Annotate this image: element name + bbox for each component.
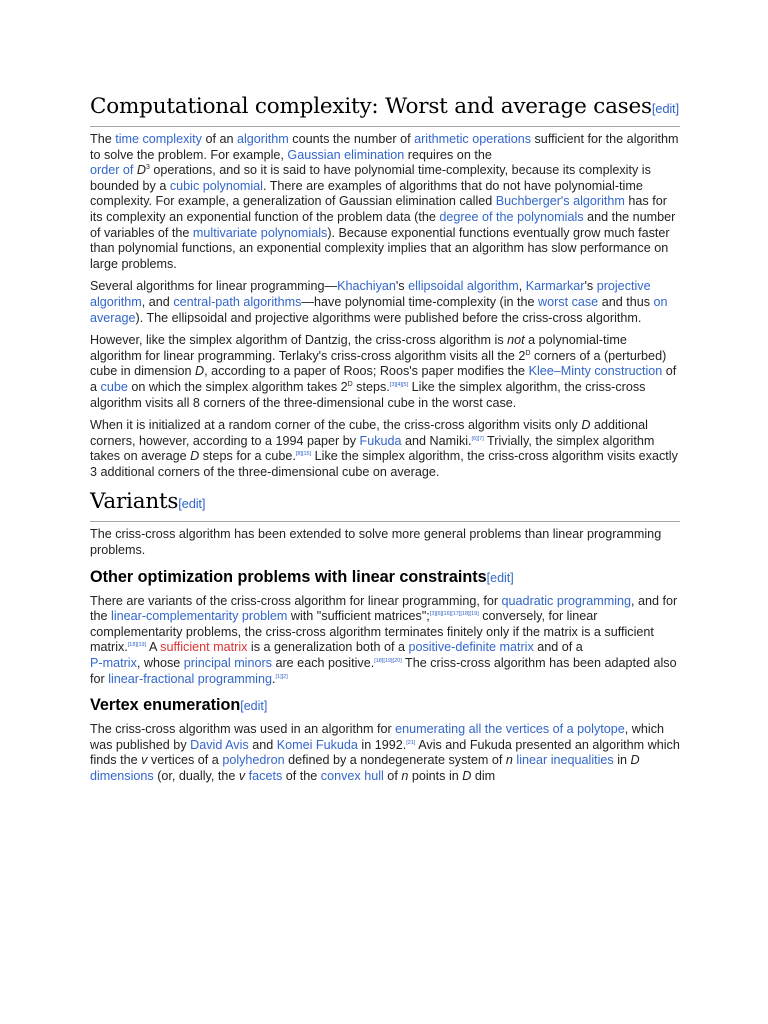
link-karmarkar[interactable]: Karmarkar	[525, 279, 585, 294]
link-principal-minors[interactable]: principal minors	[183, 656, 272, 671]
link-cubic-polynomial[interactable]: cubic polynomial	[169, 178, 263, 193]
emphasis-not: not	[507, 333, 525, 348]
link-multivariate-polynomials[interactable]: multivariate polynomials	[192, 225, 328, 240]
var-D: D	[462, 769, 472, 783]
link-facets[interactable]: facets	[248, 769, 283, 783]
subsection-heading-vertex-enumeration	[90, 694, 680, 717]
citation-ref[interactable]: [3][4][5]	[389, 381, 409, 388]
link-linear-inequalities[interactable]: linear inequalities	[516, 753, 614, 768]
redlink-sufficient-matrix[interactable]: sufficient matrix	[160, 640, 248, 655]
citation-ref[interactable]: [6][7]	[471, 435, 484, 442]
citation-ref[interactable]: [8][15]	[295, 451, 312, 458]
link-fukuda[interactable]: Fukuda	[359, 433, 402, 448]
exponent: 3	[146, 164, 150, 172]
link-quadratic-programming[interactable]: quadratic programming	[501, 593, 632, 608]
edit-link[interactable]: [edit]	[178, 496, 206, 512]
paragraph-vertex-enumeration-1: The criss-cross algorithm was used in an algorithm for enumerating all the vertices of a polytope, which was published by David Avis and Komei Fukuda in 1992.[21] Avis and Fukuda presented an algorithm which finds the v vertices of a polyhedron defined by a nondegenerate system of n linear inequalities in D dimensions (or, dually, the v facets of the convex hull of n points in D dim	[90, 722, 680, 783]
citation-ref[interactable]: [18][19][20]	[374, 658, 402, 665]
link-buchberger[interactable]: Buchberger's algorithm	[495, 194, 625, 209]
link-on-average[interactable]: on average	[90, 294, 668, 325]
link-time-complexity[interactable]: time complexity	[115, 132, 202, 146]
var-D: D	[630, 753, 640, 768]
paragraph-other-optimization-1: There are variants of the criss-cross algorithm for linear programming, for quadratic programming, and for the linear-complementarity problem with "sufficient matrices";[3][6][16][17][18][19] conversely, for linear complementarity problems, the criss-cross algorithm terminates finitely only if the matrix is a sufficient matrix.[18][19] A sufficient matrix is a generalization both of a positive-definite matrix and of a P-matrix, whose principal minors are each positive.[18][19][20] The criss-cross algorithm has been adapted also for linear-fractional programming.[1][2]	[90, 593, 678, 686]
section-heading-complexity	[90, 92, 680, 127]
citation-ref[interactable]: [21]	[406, 739, 416, 746]
link-order-of[interactable]: order of	[90, 163, 134, 178]
paragraph-variants-1: The criss-cross algorithm has been extended to solve more general problems than linear programming problems.	[90, 527, 662, 558]
citation-ref[interactable]: [3][6][16][17][18][19]	[429, 611, 479, 618]
heading-text: Computational complexity: Worst and average cases	[90, 94, 652, 119]
paragraph-complexity-4: When it is initialized at a random corner of the cube, the criss-cross algorithm visits only D additional corners, however, according to a 1994 paper by Fukuda and Namiki.[6][7] Trivially, the simplex algorithm takes on average D steps for a cube.[8][15] Like the simplex algorithm, the criss-cross algorithm visits exactly 3 additional corners of the three-dimensional cube on average.	[90, 418, 678, 479]
link-linear-complementarity[interactable]: linear-complementarity problem	[111, 609, 288, 624]
link-komei-fukuda[interactable]: Komei Fukuda	[276, 737, 358, 752]
heading-text: Vertex enumeration	[90, 696, 241, 715]
var-n: n	[401, 769, 409, 783]
section-heading-variants	[90, 487, 680, 522]
link-linear-fractional-programming[interactable]: linear-fractional programming	[108, 671, 272, 686]
var-n: n	[505, 753, 513, 768]
link-degree-of-polynomials[interactable]: degree of the polynomials	[439, 209, 584, 224]
link-projective-algorithm[interactable]: projective algorithm	[90, 279, 651, 309]
var-v: v	[141, 753, 148, 768]
link-convex-hull[interactable]: convex hull	[320, 769, 384, 783]
edit-link[interactable]: [edit]	[486, 570, 514, 585]
link-gaussian-elimination[interactable]: Gaussian elimination	[287, 147, 405, 162]
link-khachiyan[interactable]: Khachiyan	[337, 279, 396, 294]
link-dimensions[interactable]: dimensions	[90, 769, 154, 783]
article-content	[90, 92, 680, 792]
var-v: v	[238, 769, 246, 783]
link-worst-case[interactable]: worst case	[538, 294, 599, 309]
edit-link[interactable]: [edit]	[240, 699, 268, 714]
var-D: D	[581, 418, 591, 433]
link-klee-minty[interactable]: Klee–Minty construction	[528, 364, 663, 379]
var-D: D	[190, 449, 200, 464]
exponent: D	[347, 380, 353, 388]
var-D: D	[195, 364, 205, 379]
link-david-avis[interactable]: David Avis	[190, 737, 249, 752]
link-polyhedron[interactable]: polyhedron	[222, 753, 285, 768]
subsection-heading-other-optimization	[90, 566, 680, 589]
link-p-matrix[interactable]: P-matrix	[90, 656, 137, 671]
paragraph-complexity-3: However, like the simplex algorithm of Dantzig, the criss-cross algorithm is not a polynomial-time algorithm for linear programming. Terlaky's criss-cross algorithm visits all the $2^D$ corners of a (perturbed) cube in dimension D, according to a paper of Roos; Roos's paper modifies the Klee–Minty construction of a cube on which the simplex algorithm takes $2^D$ steps.[3][4][5] Like the simplex algorithm, the criss-cross algorithm visits all 8 corners of the three-dimensional cube in the worst case.	[90, 333, 677, 410]
citation-ref[interactable]: [18][19]	[127, 642, 147, 649]
link-ellipsoidal-algorithm[interactable]: ellipsoidal algorithm	[408, 279, 519, 294]
citation-ref[interactable]: [1][2]	[275, 673, 288, 680]
link-algorithm[interactable]: algorithm	[237, 132, 289, 146]
link-enumerating-vertices[interactable]: enumerating all the vertices of a polytope	[395, 722, 625, 737]
edit-link[interactable]: [edit]	[651, 101, 679, 116]
exponent: D	[525, 349, 531, 357]
var-D: D	[136, 163, 147, 178]
heading-text: Variants	[90, 489, 179, 515]
link-arithmetic-operations[interactable]: arithmetic operations	[414, 132, 532, 146]
link-central-path[interactable]: central-path algorithms	[173, 294, 302, 309]
link-positive-definite-matrix[interactable]: positive-definite matrix	[408, 640, 534, 655]
paragraph-complexity-1: The time complexity of an algorithm counts the number of arithmetic operations sufficient for the algorithm to solve the problem. For example, Gaussian elimination requires on the order of $D^3$ operations, and so it is said to have polynomial time-complexity, because its complexity is bounded by a cubic polynomial. There are examples of algorithms that do not have polynomial-time complexity. For example, a generalization of Gaussian elimination called Buchberger's algorithm has for its complexity an exponential function of the problem data (the degree of the polynomials and the number of variables of the multivariate polynomials). Because exponential functions eventually grow much faster than polynomial functions, an exponential complexity implies that an algorithm has slow performance on large problems.	[90, 132, 679, 271]
heading-text: Other optimization problems with linear constraints	[90, 567, 487, 586]
link-cube[interactable]: cube	[100, 379, 128, 394]
paragraph-complexity-2: Several algorithms for linear programming—Khachiyan's ellipsoidal algorithm, Karmarkar's projective algorithm, and central-path algorithms—have polynomial time-complexity (in the worst case and thus on average). The ellipsoidal and projective algorithms were published before the criss-cross algorithm.	[90, 279, 668, 325]
